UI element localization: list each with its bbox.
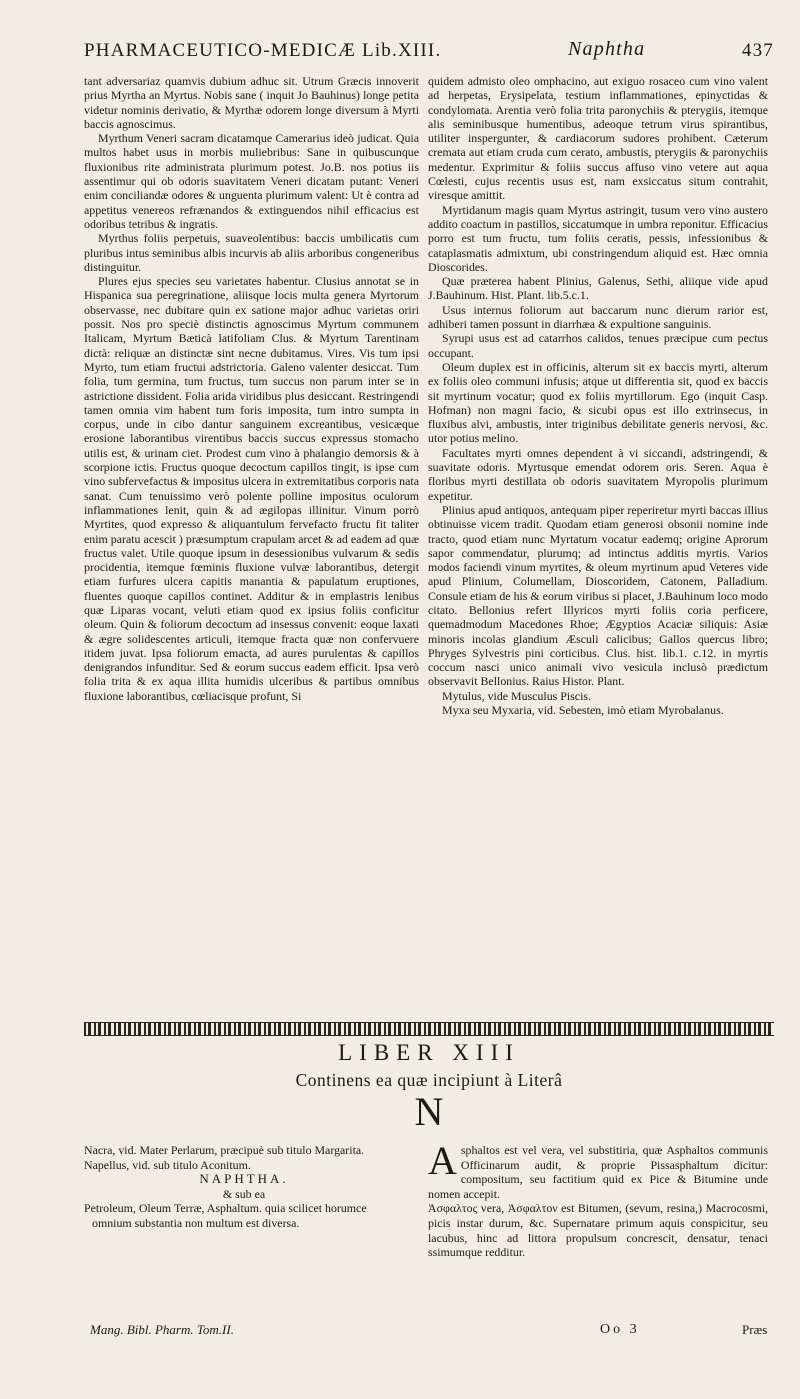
running-head (84, 36, 774, 70)
paragraph: Ἀσφαλτος vera, Ἀσφαλτον est Bitumen, (sevum, resina,) Macrocosmi, picis instar durum, &c. Supernatare primum aquis conspicitur, seu lacubus, hinc ad littora propulsum concrescit, densatur, tenaci ssimumque redditur. (428, 1201, 768, 1260)
paragraph: quidem admisto oleo omphacino, aut exiguo rosaceo cum vino valent ad herpetas, Erysipelata, testium inflammationes, epinyctidas & condylomata. Arentia verò folia trita paronychiis & pterygiis, itemque alis seminibusque humentibus, adeoque tetrum virus spirantibus, utiliter inspergunter, & cardiacorum sudores prohibent. Cæterum cremata aut etiam cruda cum cerato, ambustis, pterygiis & paronychiis medentur. Exprimitur & foliis succus affuso vino vetere aut aqua Cœlesti, cujus recentis usus est, nam exsiccatus situm contrahit, viresque amittit. (428, 74, 768, 203)
paragraph: Myrtidanum magis quam Myrtus astringit, tusum vero vino austero addito coactum in pastillos, siccatumque in umbra reponitur. Efficacius porro est tum fructu, tum foliis ceratis, pessis, infessionibus & cataplasmatis admixtum, ubi constringendum aliquid est. Hæc omnia Dioscorides. (428, 202, 768, 274)
paragraph: tant adversariaz quamvis dubium adhuc sit. Utrum Græcis innoverit prius Myrtha an Myrtus. Nobis sane ( inquit Jo Bauhinus) longe petita videtur nominis derivatio, & Myrthæ odorem longe diversum à Myrti baccis agnoscimus. (84, 74, 419, 131)
footer-signature-line: Mang. Bibl. Pharm. Tom.II. (90, 1322, 234, 1337)
catchword: Præs (742, 1322, 768, 1337)
index-entry: Napellus, vid. sub titulo Aconitum. (84, 1157, 251, 1172)
paragraph: Quæ præterea habent Plinius, Galenus, Sethi, aliique vide apud J.Bauhinum. Hist. Plant. lib.5.c.1. (428, 274, 768, 303)
book-subtitle: Continens ea quæ incipiunt à Literâ (295, 1070, 563, 1090)
drop-cap: A (428, 1143, 457, 1183)
paragraph: Plinius apud antiquos, antequam piper reperiretur myrti baccas illius obtinuisse vicem tradit. Quodam etiam generosi obsonii nomine inde tracto, quod etiam nunc Myrtatum vocatur eademq; origine Aprorum sapor commendatur, plurumq; ad intinctus additis myrtis. Varios modos faciendi vinum myrtites, & oleum myrtinum apud Veteres vide apud Plinium, Columellam, Dioscoridem, Catonem, Palladium. Consule etiam de his & eorum viribus si placet, J.Bauhinum loco modo citato. Bellonius refert Illyricos myrti foliis coria perficere, quemadmodum Macedones Rhoe; Ægyptios Acaciæ siliquis: Asiæ minoris incolas glandium Æsculi calicibus; Gallos quercus libro; Phryges Sylvestris pini corticibus. Clus. hist. lib.1. c.12. in myrtis coccum nasci unico animali vivo vesicula inclusò prædictum observavit Bellonius. Raius Histor. Plant. (428, 502, 768, 689)
entry-heading: NAPHTHA. (199, 1171, 289, 1187)
left-text-column (84, 74, 419, 1018)
ornamental-divider (84, 1022, 774, 1036)
paragraph: Myrthum Veneri sacram dicatamque Camerarius ideò judicat. Quia multos habet usus in morbis muliebribus: Sane in quibuscunque fluxionibus rite administrata plurimum potest. Jo.B. nos potius iis assentimur qui ob odoris suavitatem Veneri dicatam putant: Veneri enim conciliandæ odores & unguenta plurimum valent: Ut è contra ad appetitus venereos refrænandos & extinguendos nihil efficacius est odoribus tetribus & ingratis. (84, 131, 419, 231)
index-entry: Petroleum, Oleum Terræ, Asphaltum. quia scilicet horumce omnium substantia non multum est diversa. (84, 1201, 367, 1230)
book-title: LIBER XIII (338, 1040, 520, 1065)
right-text-column (428, 74, 768, 1018)
paragraph: Facultates myrti omnes dependent à vi siccandi, adstringendi, & suavitate odoris. Myrtusque emendat odorem oris. Seren. Aqua è floribus myrti destillata ob odoris suavitatem Myropolis plurimum expetitur. (428, 445, 768, 503)
page-number: 437 (741, 40, 774, 61)
cross-reference: Myxa seu Myxaria, vid. Sebesten, imò etiam Myrobalanus. (442, 703, 724, 718)
paragraph: Oleum duplex est in officinis, alterum sit ex baccis myrti, alterum ex foliis oleo communi infusis; atque ut differentia sit, quod ex baccis sit myrtinum vocatur; quod ex foliis myrtillorum. Ego (inquit Casp. Hofman) non magni facio, & sicubi opus est illo extrinsecus, in fluxibus alvi, ambustis, inter triginibus debilitate generis nervosi, &c. utor potius melino. (428, 359, 768, 446)
paragraph-text: sphaltos est vel vera, vel substitiria, quæ Asphaltos communis Officinarum audit, & proprie Pissasphaltum dicitur: compositum, seu factitium quid ex Pice & Bitumine unde nomen accepit. (428, 1143, 768, 1201)
asphaltus-column (428, 1143, 768, 1343)
index-entry: Nacra, vid. Mater Perlarum, præcipuè sub titulo Margarita. (84, 1143, 365, 1157)
paragraph: Syrupi usus est ad catarrhos calidos, tenues præcipue cum pectus occupant. (428, 331, 768, 360)
signature-mark: Oo 3 (600, 1322, 640, 1337)
running-keyword: Naphtha (568, 38, 646, 60)
index-entries-column (84, 1143, 404, 1343)
paragraph: Myrthus foliis perpetuis, suaveolentibus: baccis umbilicatis cum pluribus intus seminibus albis incurvis ab aliis arboribus congeneribus distinguitur. (84, 231, 419, 274)
paragraph: Plures ejus species seu varietates habentur. Clusius annotat se in Hispanica sua peregrinatione, aliisque locis multa genera Myrtorum observasse, nec dubitare quin ex satione major adhuc varietas oriri possit. Nos pro speciè distinctis agnoscimus Myrtum communem Italicam, Myrtum Bæticà latifoliam Clus. & Myrtum Tarentinam dictà: reliquæ an distinctæ sint necne dubitamus. Vires. Vis tum ipsi Myrto, tum etiam fructui adstrictoria. Galeno valenter desiccat. Tum folia, tum germina, tum fructus, tum succus non parum inter se in astrictione dissident. Folia arida viridibus plus desiccant. Restringendi tamen omnia vim habent tum foris imposita, tum intro sumpta in corpus, unde in cibo dantur sanguinem excreantibus, vesicæque erosione laborantibus virentibus baccis succus expressus stomacho utilis est, & urinam ciet. Prodest cum vino à phalangio demorsis & à scorpione ictis. Fructus quoque decoctum capillos tingit, is ipse cum vino subfervefactus & impositus ulcera in extremitatibus corporis nata sanat. Cum tenuissimo verò polente polline impositus oculorum inflammationes lenit, quin & ad ægilopas illinitur. Vinum porrò Myrtites, quod expresso & aliquantulum fervefacto fructu fit taliter enim paratu acescit ) præsumptum crapulam arcet & ad eadem ad quæ fructus valet. Utile quoque ipsum in desessionibus vulvarum & sedis procidentia, itemque fœminis fluxione vulvæ laborantibus, detergit etiam furfures ulcera capitis manantia & papulatum eruptiones, fluentes quoque capillos continet. Additur & in emplastris lenibus quæ Liparas vocant, veluti etiam quod ex ipsius foliis conficitur oleum. Quin & foliorum decoctum ad insessus convenit: eoque laxati & ægre solidescentes articuli, itemque fracta quæ non confervuere itidem juvat. Ipsa foliorum emacta, ad aures purulentas & capillos denigrandos infunditur. Sed & eorum succus eadem efficit. Ipsa verò folia trita & ex aqua illita humidis ulceribus & partibus omnibus fluxione laborantibus, cœliacisque profunt, Si (84, 274, 419, 703)
running-title: PHARMACEUTICO-MEDICÆ Lib.XIII. (84, 40, 442, 61)
paragraph: Usus internus foliorum aut baccarum nunc dierum rarior est, adhiberi tamen possunt in diarrhæa & expultione sanguinis. (428, 302, 768, 332)
index-entry: & sub ea (222, 1186, 266, 1201)
cross-reference: Mytulus, vide Musculus Piscis. (442, 688, 591, 703)
section-letter: N (414, 1089, 444, 1134)
paragraph (428, 1143, 768, 1201)
